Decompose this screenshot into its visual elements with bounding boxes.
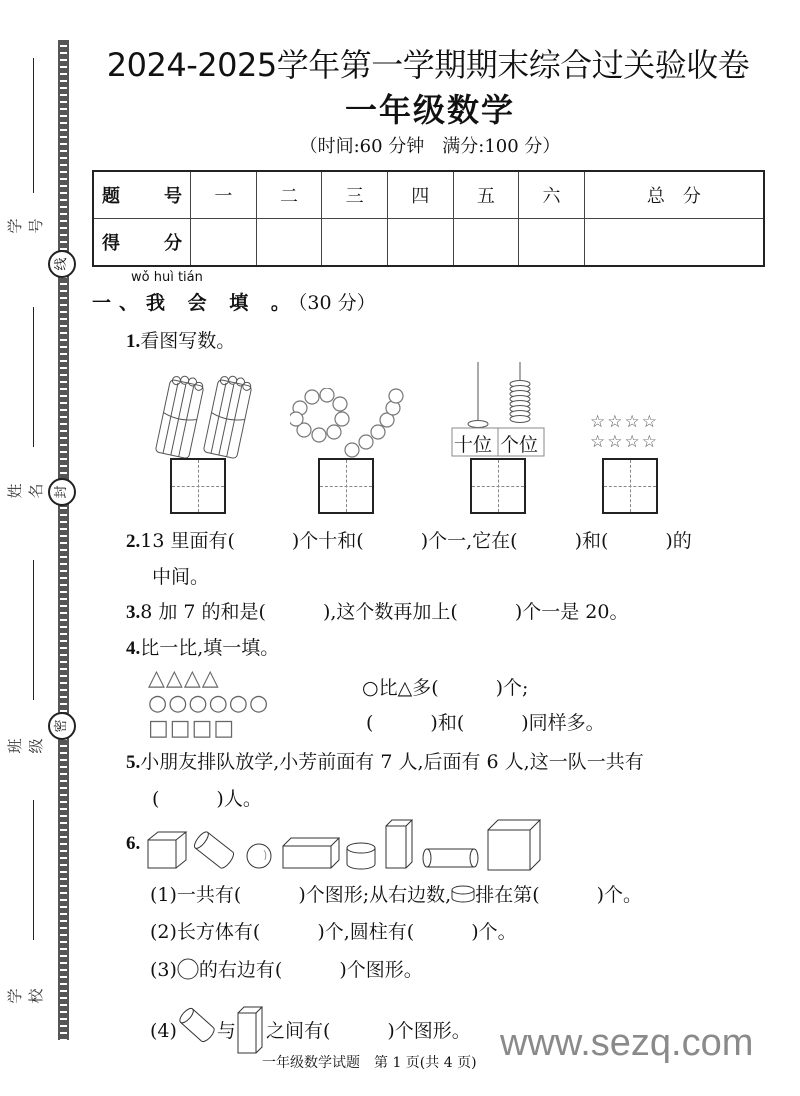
seal-feng: 封 — [48, 478, 76, 506]
field-label: 班 级 — [6, 738, 45, 754]
question-4-blank-2: ( )和( )同样多。 — [366, 712, 605, 734]
question-6-2: (2)长方体有( )个,圆柱有( )个。 — [150, 921, 517, 943]
stars-icon: ☆☆☆☆ ☆☆☆☆ — [590, 412, 659, 452]
sphere-icon — [177, 958, 199, 980]
question-1: 1.看图写数。 — [126, 330, 236, 352]
question-5: 5.小朋友排队放学,小芳前面有 7 人,后面有 6 人,这一队一共有 — [126, 751, 644, 773]
question-4: 4.比一比,填一填。 — [126, 637, 280, 659]
column-header: 二 — [256, 171, 322, 219]
page-footer: 一年级数学试题 第 1 页(共 4 页) — [262, 1055, 477, 1071]
question-6-3: (3) 的右边有( )个图形。 — [150, 959, 423, 981]
question-2: 2.13 里面有( )个十和( )个一,它在( )和( )的 — [126, 530, 692, 552]
exam-meta: （时间:60 分钟 满分:100 分） — [299, 136, 561, 157]
table-row — [93, 219, 764, 267]
cube-large-icon — [488, 820, 540, 870]
column-header: 总 分 — [584, 171, 764, 219]
cuboid-tall-icon — [386, 820, 412, 868]
cylinder-tilted-icon — [177, 1005, 217, 1045]
squares-icon: □□□□ — [148, 716, 236, 741]
question-3: 3.8 加 7 的和是( ),这个数再加上( )个一是 20。 — [126, 601, 629, 623]
question-2-line2: 中间。 — [152, 566, 210, 588]
column-header: 四 — [387, 171, 453, 219]
column-header: 六 — [519, 171, 585, 219]
bead-string-icon — [290, 388, 410, 460]
question-6-4: (4) 与 之间有( )个图形。 — [150, 1005, 471, 1055]
score-cell[interactable] — [519, 219, 585, 267]
ones-label: 个位 — [500, 434, 539, 456]
question-5-line2: ( )人。 — [152, 788, 262, 810]
score-table — [92, 170, 765, 267]
answer-box-4[interactable] — [602, 458, 658, 514]
shapes-comparison — [148, 666, 269, 741]
question-1-pictures — [140, 360, 680, 520]
cube-icon — [148, 832, 186, 868]
tens-label: 十位 — [454, 434, 493, 456]
cuboid-tall-icon — [236, 1005, 266, 1055]
section-title: 一、我 会 填 。 — [92, 292, 298, 314]
answer-box-3[interactable] — [470, 458, 526, 514]
column-header: 一 — [191, 171, 257, 219]
section-points: （30 分） — [297, 292, 376, 314]
triangles-icon: △△△△ — [148, 666, 220, 691]
answer-box-1[interactable] — [170, 458, 226, 514]
section-heading — [92, 288, 376, 315]
section-pinyin: wǒ huì tián — [131, 270, 203, 285]
circles-icon: ○○○○○○ — [148, 691, 270, 716]
stick-bundles-icon — [154, 370, 264, 460]
row-label: 题 号 — [93, 171, 191, 219]
score-cell[interactable] — [387, 219, 453, 267]
seal-xian: 线 — [48, 250, 76, 278]
table-row — [93, 171, 764, 219]
cylinder-tilted-icon — [192, 830, 236, 870]
rule-line — [33, 58, 34, 193]
sphere-icon — [247, 844, 271, 868]
field-label: 学 号 — [6, 218, 45, 234]
rule-line — [33, 560, 34, 700]
score-cell[interactable] — [322, 219, 388, 267]
column-header: 五 — [453, 171, 519, 219]
solid-shapes-row — [146, 818, 548, 872]
cylinder-horizontal-icon — [423, 849, 478, 867]
answer-box-2[interactable] — [318, 458, 374, 514]
field-label: 学 校 — [6, 988, 45, 1004]
score-cell[interactable] — [453, 219, 519, 267]
watermark: www.sezq.com — [500, 1022, 754, 1064]
exam-title: 2024-2025学年第一学期期末综合过关验收卷 — [106, 46, 750, 84]
column-header: 三 — [322, 171, 388, 219]
row-label: 得 分 — [93, 219, 191, 267]
score-cell[interactable] — [256, 219, 322, 267]
rule-line — [33, 307, 34, 447]
cuboid-long-icon — [283, 838, 339, 868]
score-cell[interactable] — [584, 219, 764, 267]
question-6-1: (1)一共有( )个图形;从右边数, 排在第( )个。 — [150, 884, 643, 906]
question-6-number: 6. — [126, 833, 141, 854]
cylinder-short-icon — [451, 885, 475, 903]
exam-subtitle: 一年级数学 — [344, 91, 515, 129]
question-4-blank-1: ○比△多( )个; — [362, 677, 529, 699]
cylinder-short-icon — [347, 843, 375, 869]
field-label: 姓 名 — [6, 483, 45, 499]
rule-line — [33, 800, 34, 940]
seal-mi: 密 — [48, 712, 76, 740]
binding-dotted-line — [58, 40, 69, 1040]
score-cell[interactable] — [191, 219, 257, 267]
